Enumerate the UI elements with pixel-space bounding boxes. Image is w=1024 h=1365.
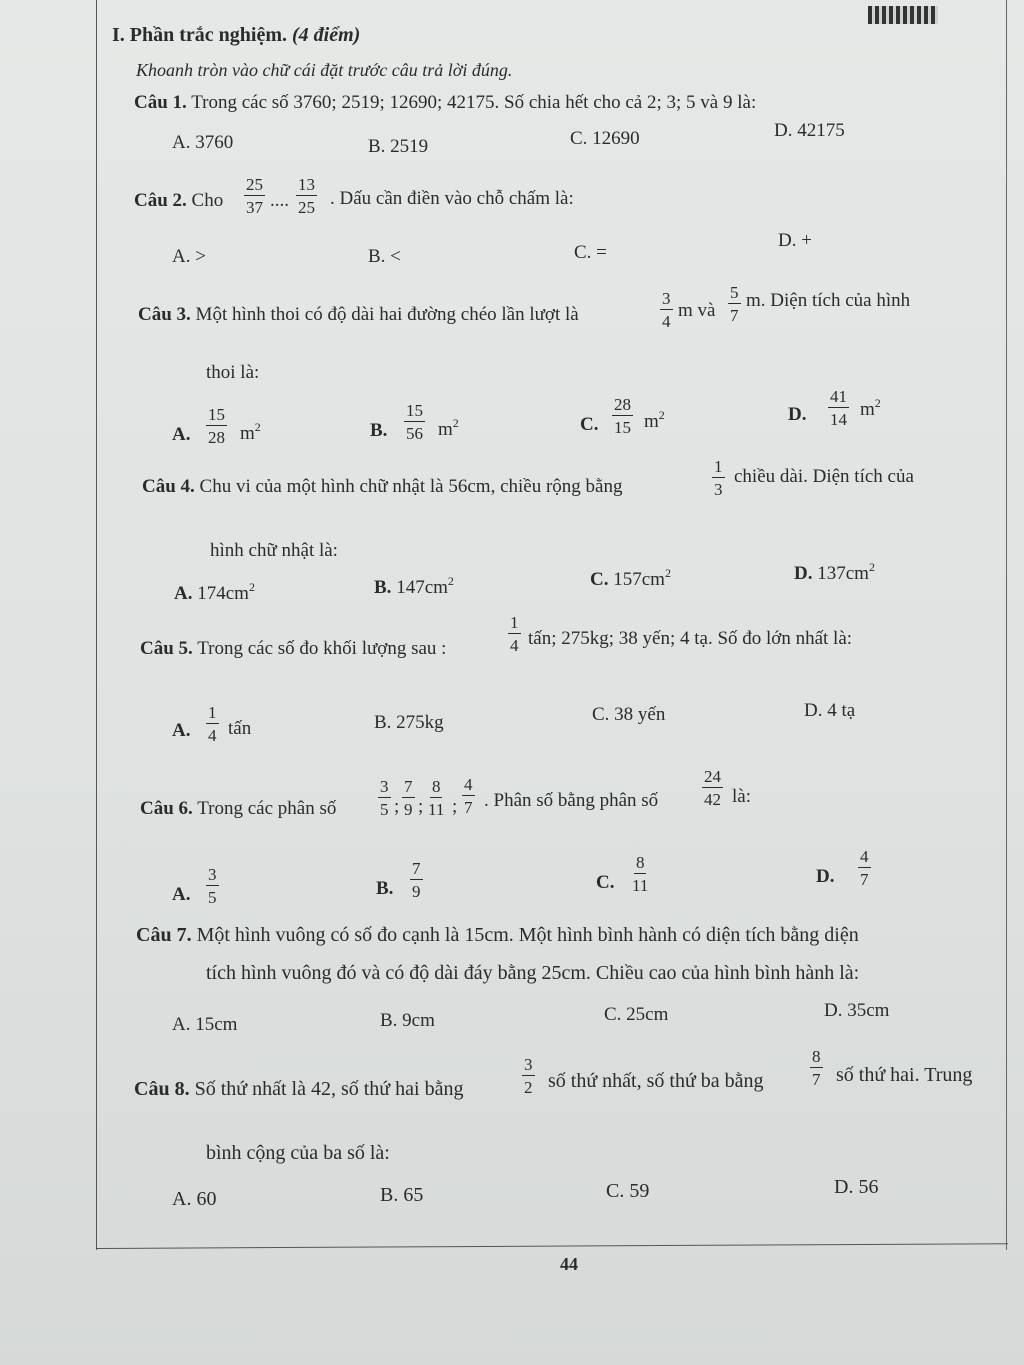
q4-option-c[interactable]: C. $157cm^2$ xyxy=(590,566,671,590)
q4-option-b[interactable]: B. $147cm^2$ xyxy=(374,574,454,598)
q8-fraction-2: $\frac{8}{7}$ xyxy=(812,1047,821,1089)
question-6-label: Câu 6. Trong các phân số xyxy=(140,798,337,819)
page-border-left xyxy=(96,0,97,1250)
q6-option-c-fraction: $\frac{8}{11}$ xyxy=(632,853,649,895)
q5-option-d[interactable]: D. 4 tạ xyxy=(804,700,856,721)
q6-option-d[interactable]: D. xyxy=(816,866,835,887)
q3-option-b[interactable]: B. xyxy=(370,420,388,441)
q3-option-d[interactable]: D. xyxy=(788,404,807,425)
q3-option-a-unit: $m^2$ xyxy=(240,420,261,444)
question-1: Câu 1. Trong các số 3760; 2519; 12690; 42175. Số chia hết cho cả 2; 3; 5 và 9 là: xyxy=(134,92,757,113)
page-number: 44 xyxy=(560,1254,578,1274)
qr-code-icon xyxy=(868,6,938,24)
section-title: I. Phần trắc nghiệm. (4 điểm) xyxy=(112,24,361,46)
question-4-label: Câu 4. Chu vi của một hình chữ nhật là 56cm, chiều rộng bằng xyxy=(142,476,623,497)
q2-option-a[interactable]: A. > xyxy=(172,246,206,267)
q8-option-a[interactable]: A. 60 xyxy=(172,1188,217,1210)
q2-text: . Dấu cần điền vào chỗ chấm là: xyxy=(330,188,574,209)
q2-dots: .... xyxy=(270,190,289,211)
q7-option-a[interactable]: A. 15cm xyxy=(172,1014,238,1035)
question-5-label: Câu 5. Trong các số đo khối lượng sau : xyxy=(140,638,447,659)
q5-option-a-fraction: $\frac{1}{4}$ xyxy=(208,703,217,745)
q6-fraction-3: $\frac{8}{11}$ xyxy=(428,777,445,819)
q6-sep-1: ; xyxy=(394,796,400,817)
q6-fraction-2: $\frac{7}{9}$ xyxy=(404,777,413,819)
q6-option-b[interactable]: B. xyxy=(376,878,394,899)
q1-option-c[interactable]: C. 12690 xyxy=(570,128,640,149)
q6-option-c[interactable]: C. xyxy=(596,872,615,893)
q6-option-a[interactable]: A. xyxy=(172,884,191,905)
section-instruction: Khoanh tròn vào chữ cái đặt trước câu trả lời đúng. xyxy=(136,60,513,80)
page-border-right xyxy=(1006,0,1007,1250)
q1-option-d[interactable]: D. 42175 xyxy=(774,120,845,141)
q3-option-a[interactable]: A. xyxy=(172,424,191,445)
q4-fraction: $\frac{1}{3}$ xyxy=(714,457,723,499)
q3-option-a-fraction: $\frac{15}{28}$ xyxy=(208,405,225,447)
q8-post-text: số thứ hai. Trung xyxy=(836,1064,973,1086)
q6-option-d-fraction: $\frac{4}{7}$ xyxy=(860,847,869,889)
q6-sep-3: ; xyxy=(452,796,458,817)
q3-option-d-fraction: $\frac{41}{14}$ xyxy=(830,387,847,429)
question-3-label: Câu 3. Một hình thoi có độ dài hai đường chéo lần lượt là xyxy=(138,304,579,325)
q7-option-d[interactable]: D. 35cm xyxy=(824,1000,890,1021)
question-8-label: Câu 8. Số thứ nhất là 42, số thứ hai bằng xyxy=(134,1078,464,1100)
q4-line-2: hình chữ nhật là: xyxy=(210,540,338,561)
q2-option-c[interactable]: C. = xyxy=(574,242,607,263)
question-7-line-1: Câu 7. Một hình vuông có số đo cạnh là 15cm. Một hình bình hành có diện tích bằng diện xyxy=(136,924,859,946)
q4-option-a[interactable]: A. $174cm^2$ xyxy=(174,580,255,604)
q7-option-c[interactable]: C. 25cm xyxy=(604,1004,669,1025)
q3-option-c[interactable]: C. xyxy=(580,414,599,435)
q6-option-b-fraction: $\frac{7}{9}$ xyxy=(412,859,421,901)
q3-post-text: m. Diện tích của hình xyxy=(746,290,911,311)
q4-post-text: chiều dài. Diện tích của xyxy=(734,466,914,487)
q6-mid-text: . Phân số bằng phân số xyxy=(484,790,659,811)
q2-option-d[interactable]: D. + xyxy=(778,230,812,251)
page-border-bottom xyxy=(96,1243,1008,1249)
q3-fraction-1: $\frac{3}{4}$ xyxy=(662,289,671,331)
q1-option-a[interactable]: A. 3760 xyxy=(172,132,234,153)
q8-option-c[interactable]: C. 59 xyxy=(606,1180,650,1202)
q8-fraction-1: $\frac{3}{2}$ xyxy=(524,1055,533,1097)
q8-option-b[interactable]: B. 65 xyxy=(380,1184,424,1206)
q5-option-a[interactable]: A. xyxy=(172,720,191,741)
q3-option-b-fraction: $\frac{15}{56}$ xyxy=(406,401,423,443)
q2-option-b[interactable]: B. < xyxy=(368,246,401,267)
q3-line-2: thoi là: xyxy=(206,362,260,383)
q3-fraction-2: $\frac{5}{7}$ xyxy=(730,283,739,325)
q6-target-fraction: $\frac{24}{42}$ xyxy=(704,767,721,809)
q1-option-b[interactable]: B. 2519 xyxy=(368,136,429,157)
q3-option-c-fraction: $\frac{28}{15}$ xyxy=(614,395,631,437)
q6-fraction-1: $\frac{3}{5}$ xyxy=(380,777,389,819)
q5-option-a-unit: tấn xyxy=(228,718,252,739)
q3-option-b-unit: $m^2$ xyxy=(438,416,459,440)
q7-option-b[interactable]: B. 9cm xyxy=(380,1010,435,1031)
q5-option-b[interactable]: B. 275kg xyxy=(374,712,444,733)
q2-fraction-1: $\frac{25}{37}$ xyxy=(246,175,263,217)
q8-mid-text: số thứ nhất, số thứ ba bằng xyxy=(548,1070,764,1092)
q8-line-2: bình cộng của ba số là: xyxy=(206,1142,390,1164)
q4-option-d[interactable]: D. $137cm^2$ xyxy=(794,560,875,584)
question-2-label: Câu 2. Cho xyxy=(134,190,224,211)
q8-option-d[interactable]: D. 56 xyxy=(834,1176,879,1198)
q5-post-text: tấn; 275kg; 38 yến; 4 tạ. Số đo lớn nhất là: xyxy=(528,628,853,649)
q6-fraction-4: $\frac{4}{7}$ xyxy=(464,775,473,817)
q5-option-c[interactable]: C. 38 yến xyxy=(592,704,666,725)
q3-option-c-unit: $m^2$ xyxy=(644,408,665,432)
q5-fraction: $\frac{1}{4}$ xyxy=(510,613,519,655)
question-7-line-2: tích hình vuông đó và có độ dài đáy bằng 25cm. Chiều cao của hình bình hành là: xyxy=(206,962,860,984)
q6-option-a-fraction: $\frac{3}{5}$ xyxy=(208,865,217,907)
q3-option-d-unit: $m^2$ xyxy=(860,396,881,420)
q6-post-text: là: xyxy=(732,786,751,807)
q2-fraction-2: $\frac{13}{25}$ xyxy=(298,175,315,217)
q6-sep-2: ; xyxy=(418,796,424,817)
q3-mid-text: m và xyxy=(678,300,716,321)
